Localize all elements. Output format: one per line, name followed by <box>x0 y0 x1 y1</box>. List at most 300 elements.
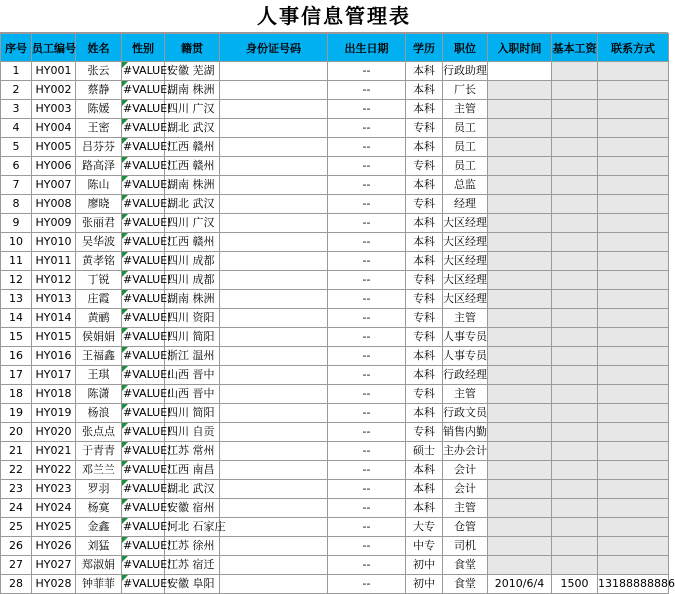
cell-employee-id[interactable]: HY004 <box>32 119 76 138</box>
cell-employee-id[interactable]: HY028 <box>32 575 76 594</box>
cell-id-card[interactable] <box>220 309 328 328</box>
cell-position[interactable]: 大区经理 <box>443 252 488 271</box>
cell-hometown[interactable]: 四川 简阳 <box>165 328 220 347</box>
header-hire-date[interactable]: 入职时间 <box>488 34 552 62</box>
cell-position[interactable]: 主管 <box>443 499 488 518</box>
cell-hire-date[interactable] <box>488 518 552 537</box>
cell-position[interactable]: 主管 <box>443 100 488 119</box>
cell-id-card[interactable] <box>220 176 328 195</box>
cell-id-card[interactable] <box>220 271 328 290</box>
cell-name[interactable]: 张云 <box>76 62 122 81</box>
cell-id-card[interactable] <box>220 423 328 442</box>
cell-hometown[interactable]: 江苏 宿迁 <box>165 556 220 575</box>
cell-base-salary[interactable] <box>552 214 598 233</box>
cell-gender[interactable]: #VALUE! <box>122 81 165 100</box>
cell-id-card[interactable] <box>220 195 328 214</box>
cell-id-card[interactable] <box>220 157 328 176</box>
cell-hire-date[interactable] <box>488 537 552 556</box>
cell-gender[interactable]: #VALUE! <box>122 119 165 138</box>
cell-education[interactable]: 专科 <box>406 423 443 442</box>
cell-base-salary[interactable] <box>552 195 598 214</box>
cell-employee-id[interactable]: HY021 <box>32 442 76 461</box>
cell-employee-id[interactable]: HY017 <box>32 366 76 385</box>
cell-position[interactable]: 会计 <box>443 461 488 480</box>
cell-position[interactable]: 大区经理 <box>443 271 488 290</box>
cell-birth-date[interactable]: -- <box>328 176 406 195</box>
cell-employee-id[interactable]: HY020 <box>32 423 76 442</box>
cell-gender[interactable]: #VALUE! <box>122 290 165 309</box>
cell-contact[interactable] <box>598 461 669 480</box>
cell-base-salary[interactable] <box>552 366 598 385</box>
cell-base-salary[interactable]: 1500 <box>552 575 598 594</box>
cell-hometown[interactable]: 安徽 芜湖 <box>165 62 220 81</box>
cell-seq[interactable]: 15 <box>1 328 32 347</box>
cell-contact[interactable] <box>598 138 669 157</box>
cell-employee-id[interactable]: HY006 <box>32 157 76 176</box>
cell-hometown[interactable]: 江苏 徐州 <box>165 537 220 556</box>
cell-seq[interactable]: 6 <box>1 157 32 176</box>
cell-gender[interactable]: #VALUE! <box>122 518 165 537</box>
cell-position[interactable]: 销售内勤 <box>443 423 488 442</box>
cell-education[interactable]: 本科 <box>406 176 443 195</box>
cell-employee-id[interactable]: HY024 <box>32 499 76 518</box>
cell-education[interactable]: 本科 <box>406 138 443 157</box>
cell-employee-id[interactable]: HY012 <box>32 271 76 290</box>
header-birth-date[interactable]: 出生日期 <box>328 34 406 62</box>
cell-contact[interactable] <box>598 480 669 499</box>
cell-hometown[interactable]: 湖北 武汉 <box>165 195 220 214</box>
cell-birth-date[interactable]: -- <box>328 157 406 176</box>
cell-education[interactable]: 专科 <box>406 157 443 176</box>
cell-contact[interactable]: 13188888886 <box>598 575 669 594</box>
cell-gender[interactable]: #VALUE! <box>122 404 165 423</box>
cell-seq[interactable]: 24 <box>1 499 32 518</box>
cell-seq[interactable]: 22 <box>1 461 32 480</box>
cell-hire-date[interactable] <box>488 271 552 290</box>
cell-employee-id[interactable]: HY014 <box>32 309 76 328</box>
cell-name[interactable]: 王密 <box>76 119 122 138</box>
cell-id-card[interactable] <box>220 385 328 404</box>
cell-base-salary[interactable] <box>552 556 598 575</box>
cell-contact[interactable] <box>598 423 669 442</box>
cell-contact[interactable] <box>598 62 669 81</box>
cell-hometown[interactable]: 江西 赣州 <box>165 138 220 157</box>
cell-hire-date[interactable] <box>488 119 552 138</box>
cell-education[interactable]: 中专 <box>406 537 443 556</box>
cell-hire-date[interactable] <box>488 100 552 119</box>
cell-employee-id[interactable]: HY015 <box>32 328 76 347</box>
cell-gender[interactable]: #VALUE! <box>122 442 165 461</box>
cell-base-salary[interactable] <box>552 309 598 328</box>
cell-hometown[interactable]: 山西 晋中 <box>165 366 220 385</box>
cell-gender[interactable]: #VALUE! <box>122 100 165 119</box>
cell-contact[interactable] <box>598 252 669 271</box>
cell-hometown[interactable]: 江苏 常州 <box>165 442 220 461</box>
cell-hometown[interactable]: 河北 石家庄 <box>165 518 220 537</box>
cell-base-salary[interactable] <box>552 100 598 119</box>
cell-name[interactable]: 邓兰兰 <box>76 461 122 480</box>
cell-employee-id[interactable]: HY005 <box>32 138 76 157</box>
cell-name[interactable]: 张点点 <box>76 423 122 442</box>
cell-education[interactable]: 本科 <box>406 100 443 119</box>
cell-seq[interactable]: 18 <box>1 385 32 404</box>
cell-birth-date[interactable]: -- <box>328 309 406 328</box>
cell-hire-date[interactable] <box>488 347 552 366</box>
cell-name[interactable]: 刘猛 <box>76 537 122 556</box>
cell-education[interactable]: 专科 <box>406 119 443 138</box>
cell-contact[interactable] <box>598 328 669 347</box>
cell-education[interactable]: 本科 <box>406 499 443 518</box>
cell-name[interactable]: 庄霞 <box>76 290 122 309</box>
cell-name[interactable]: 黄孝铭 <box>76 252 122 271</box>
cell-employee-id[interactable]: HY002 <box>32 81 76 100</box>
cell-hire-date[interactable] <box>488 499 552 518</box>
cell-hire-date[interactable] <box>488 423 552 442</box>
cell-contact[interactable] <box>598 309 669 328</box>
cell-birth-date[interactable]: -- <box>328 81 406 100</box>
cell-position[interactable]: 主办会计 <box>443 442 488 461</box>
cell-id-card[interactable] <box>220 347 328 366</box>
cell-hometown[interactable]: 四川 自贡 <box>165 423 220 442</box>
cell-id-card[interactable] <box>220 556 328 575</box>
cell-contact[interactable] <box>598 100 669 119</box>
cell-contact[interactable] <box>598 119 669 138</box>
cell-position[interactable]: 人事专员 <box>443 347 488 366</box>
cell-base-salary[interactable] <box>552 480 598 499</box>
cell-gender[interactable]: #VALUE! <box>122 347 165 366</box>
cell-birth-date[interactable]: -- <box>328 385 406 404</box>
cell-birth-date[interactable]: -- <box>328 62 406 81</box>
cell-hometown[interactable]: 江西 赣州 <box>165 233 220 252</box>
cell-hire-date[interactable] <box>488 290 552 309</box>
header-education[interactable]: 学历 <box>406 34 443 62</box>
cell-contact[interactable] <box>598 366 669 385</box>
cell-position[interactable]: 行政助理 <box>443 62 488 81</box>
cell-birth-date[interactable]: -- <box>328 404 406 423</box>
cell-seq[interactable]: 1 <box>1 62 32 81</box>
cell-base-salary[interactable] <box>552 518 598 537</box>
cell-education[interactable]: 专科 <box>406 385 443 404</box>
cell-base-salary[interactable] <box>552 385 598 404</box>
cell-id-card[interactable] <box>220 366 328 385</box>
cell-hire-date[interactable] <box>488 385 552 404</box>
cell-gender[interactable]: #VALUE! <box>122 138 165 157</box>
cell-employee-id[interactable]: HY016 <box>32 347 76 366</box>
cell-contact[interactable] <box>598 290 669 309</box>
cell-name[interactable]: 廖晓 <box>76 195 122 214</box>
cell-position[interactable]: 行政文员 <box>443 404 488 423</box>
cell-position[interactable]: 大区经理 <box>443 214 488 233</box>
cell-hometown[interactable]: 四川 成都 <box>165 252 220 271</box>
cell-name[interactable]: 杨浪 <box>76 404 122 423</box>
cell-birth-date[interactable]: -- <box>328 480 406 499</box>
cell-hire-date[interactable]: 2010/6/4 <box>488 575 552 594</box>
cell-contact[interactable] <box>598 518 669 537</box>
cell-seq[interactable]: 7 <box>1 176 32 195</box>
cell-education[interactable]: 本科 <box>406 62 443 81</box>
cell-position[interactable]: 大区经理 <box>443 290 488 309</box>
cell-base-salary[interactable] <box>552 233 598 252</box>
cell-birth-date[interactable]: -- <box>328 119 406 138</box>
cell-gender[interactable]: #VALUE! <box>122 328 165 347</box>
cell-seq[interactable]: 16 <box>1 347 32 366</box>
cell-contact[interactable] <box>598 347 669 366</box>
cell-education[interactable]: 初中 <box>406 575 443 594</box>
cell-id-card[interactable] <box>220 119 328 138</box>
cell-base-salary[interactable] <box>552 442 598 461</box>
cell-name[interactable]: 路高泽 <box>76 157 122 176</box>
cell-hire-date[interactable] <box>488 480 552 499</box>
cell-employee-id[interactable]: HY022 <box>32 461 76 480</box>
cell-id-card[interactable] <box>220 480 328 499</box>
cell-gender[interactable]: #VALUE! <box>122 252 165 271</box>
cell-name[interactable]: 王琪 <box>76 366 122 385</box>
cell-base-salary[interactable] <box>552 290 598 309</box>
cell-gender[interactable]: #VALUE! <box>122 195 165 214</box>
cell-name[interactable]: 吴华波 <box>76 233 122 252</box>
cell-id-card[interactable] <box>220 100 328 119</box>
cell-contact[interactable] <box>598 499 669 518</box>
cell-hire-date[interactable] <box>488 366 552 385</box>
cell-base-salary[interactable] <box>552 347 598 366</box>
cell-base-salary[interactable] <box>552 176 598 195</box>
cell-hire-date[interactable] <box>488 556 552 575</box>
cell-name[interactable]: 侯娟娟 <box>76 328 122 347</box>
cell-gender[interactable]: #VALUE! <box>122 385 165 404</box>
cell-id-card[interactable] <box>220 575 328 594</box>
cell-education[interactable]: 本科 <box>406 347 443 366</box>
cell-id-card[interactable] <box>220 537 328 556</box>
cell-hire-date[interactable] <box>488 309 552 328</box>
cell-hometown[interactable]: 安徽 宿州 <box>165 499 220 518</box>
cell-base-salary[interactable] <box>552 157 598 176</box>
cell-education[interactable]: 本科 <box>406 233 443 252</box>
cell-employee-id[interactable]: HY027 <box>32 556 76 575</box>
cell-employee-id[interactable]: HY023 <box>32 480 76 499</box>
cell-hometown[interactable]: 山西 晋中 <box>165 385 220 404</box>
cell-education[interactable]: 专科 <box>406 195 443 214</box>
cell-hire-date[interactable] <box>488 328 552 347</box>
cell-gender[interactable]: #VALUE! <box>122 556 165 575</box>
cell-id-card[interactable] <box>220 290 328 309</box>
cell-position[interactable]: 员工 <box>443 119 488 138</box>
cell-seq[interactable]: 28 <box>1 575 32 594</box>
cell-education[interactable]: 初中 <box>406 556 443 575</box>
cell-hometown[interactable]: 湖南 株洲 <box>165 176 220 195</box>
cell-hometown[interactable]: 湖北 武汉 <box>165 119 220 138</box>
cell-name[interactable]: 金鑫 <box>76 518 122 537</box>
cell-birth-date[interactable]: -- <box>328 423 406 442</box>
cell-birth-date[interactable]: -- <box>328 461 406 480</box>
cell-position[interactable]: 食堂 <box>443 575 488 594</box>
cell-hometown[interactable]: 湖南 株洲 <box>165 290 220 309</box>
cell-base-salary[interactable] <box>552 328 598 347</box>
cell-education[interactable]: 本科 <box>406 480 443 499</box>
cell-id-card[interactable] <box>220 518 328 537</box>
cell-hometown[interactable]: 江西 南昌 <box>165 461 220 480</box>
cell-contact[interactable] <box>598 404 669 423</box>
cell-employee-id[interactable]: HY001 <box>32 62 76 81</box>
cell-position[interactable]: 仓管 <box>443 518 488 537</box>
cell-id-card[interactable] <box>220 252 328 271</box>
cell-hometown[interactable]: 四川 广汉 <box>165 214 220 233</box>
cell-id-card[interactable] <box>220 442 328 461</box>
header-base-salary[interactable]: 基本工资 <box>552 34 598 62</box>
cell-seq[interactable]: 17 <box>1 366 32 385</box>
cell-birth-date[interactable]: -- <box>328 290 406 309</box>
cell-gender[interactable]: #VALUE! <box>122 461 165 480</box>
cell-birth-date[interactable]: -- <box>328 328 406 347</box>
cell-birth-date[interactable]: -- <box>328 575 406 594</box>
cell-name[interactable]: 于青青 <box>76 442 122 461</box>
cell-seq[interactable]: 21 <box>1 442 32 461</box>
cell-education[interactable]: 专科 <box>406 328 443 347</box>
header-gender[interactable]: 性别 <box>122 34 165 62</box>
cell-position[interactable]: 司机 <box>443 537 488 556</box>
cell-base-salary[interactable] <box>552 404 598 423</box>
cell-birth-date[interactable]: -- <box>328 556 406 575</box>
cell-name[interactable]: 郑淑娟 <box>76 556 122 575</box>
cell-gender[interactable]: #VALUE! <box>122 309 165 328</box>
cell-id-card[interactable] <box>220 62 328 81</box>
cell-base-salary[interactable] <box>552 423 598 442</box>
cell-gender[interactable]: #VALUE! <box>122 157 165 176</box>
cell-seq[interactable]: 4 <box>1 119 32 138</box>
cell-contact[interactable] <box>598 442 669 461</box>
cell-position[interactable]: 大区经理 <box>443 233 488 252</box>
cell-seq[interactable]: 5 <box>1 138 32 157</box>
cell-id-card[interactable] <box>220 404 328 423</box>
cell-employee-id[interactable]: HY019 <box>32 404 76 423</box>
cell-education[interactable]: 专科 <box>406 309 443 328</box>
cell-gender[interactable]: #VALUE! <box>122 480 165 499</box>
cell-contact[interactable] <box>598 81 669 100</box>
cell-seq[interactable]: 20 <box>1 423 32 442</box>
cell-employee-id[interactable]: HY010 <box>32 233 76 252</box>
cell-position[interactable]: 经理 <box>443 195 488 214</box>
cell-employee-id[interactable]: HY008 <box>32 195 76 214</box>
cell-hometown[interactable]: 湖北 武汉 <box>165 480 220 499</box>
cell-base-salary[interactable] <box>552 271 598 290</box>
cell-id-card[interactable] <box>220 328 328 347</box>
cell-gender[interactable]: #VALUE! <box>122 366 165 385</box>
cell-base-salary[interactable] <box>552 461 598 480</box>
cell-contact[interactable] <box>598 214 669 233</box>
header-id-card[interactable]: 身份证号码 <box>220 34 328 62</box>
cell-hometown[interactable]: 四川 广汉 <box>165 100 220 119</box>
cell-education[interactable]: 大专 <box>406 518 443 537</box>
cell-base-salary[interactable] <box>552 81 598 100</box>
cell-gender[interactable]: #VALUE! <box>122 214 165 233</box>
cell-hometown[interactable]: 四川 简阳 <box>165 404 220 423</box>
cell-education[interactable]: 硕士 <box>406 442 443 461</box>
cell-seq[interactable]: 12 <box>1 271 32 290</box>
cell-position[interactable]: 员工 <box>443 157 488 176</box>
cell-name[interactable]: 杨寞 <box>76 499 122 518</box>
cell-name[interactable]: 丁锐 <box>76 271 122 290</box>
cell-base-salary[interactable] <box>552 119 598 138</box>
header-position[interactable]: 职位 <box>443 34 488 62</box>
header-seq[interactable]: 序号 <box>1 34 32 62</box>
cell-employee-id[interactable]: HY007 <box>32 176 76 195</box>
cell-birth-date[interactable]: -- <box>328 214 406 233</box>
cell-seq[interactable]: 27 <box>1 556 32 575</box>
cell-name[interactable]: 黄鹂 <box>76 309 122 328</box>
cell-seq[interactable]: 2 <box>1 81 32 100</box>
cell-birth-date[interactable]: -- <box>328 347 406 366</box>
cell-gender[interactable]: #VALUE! <box>122 176 165 195</box>
cell-birth-date[interactable]: -- <box>328 271 406 290</box>
cell-employee-id[interactable]: HY003 <box>32 100 76 119</box>
cell-hire-date[interactable] <box>488 138 552 157</box>
cell-contact[interactable] <box>598 233 669 252</box>
cell-seq[interactable]: 9 <box>1 214 32 233</box>
cell-hometown[interactable]: 浙江 温州 <box>165 347 220 366</box>
cell-hire-date[interactable] <box>488 176 552 195</box>
header-employee-id[interactable]: 员工编号 <box>32 34 76 62</box>
cell-employee-id[interactable]: HY018 <box>32 385 76 404</box>
cell-position[interactable]: 员工 <box>443 138 488 157</box>
cell-contact[interactable] <box>598 195 669 214</box>
cell-name[interactable]: 罗羽 <box>76 480 122 499</box>
cell-education[interactable]: 本科 <box>406 366 443 385</box>
cell-name[interactable]: 陈山 <box>76 176 122 195</box>
cell-seq[interactable]: 19 <box>1 404 32 423</box>
cell-position[interactable]: 主管 <box>443 385 488 404</box>
cell-contact[interactable] <box>598 176 669 195</box>
cell-contact[interactable] <box>598 157 669 176</box>
cell-gender[interactable]: #VALUE! <box>122 233 165 252</box>
cell-hometown[interactable]: 四川 资阳 <box>165 309 220 328</box>
cell-position[interactable]: 食堂 <box>443 556 488 575</box>
cell-birth-date[interactable]: -- <box>328 138 406 157</box>
cell-birth-date[interactable]: -- <box>328 252 406 271</box>
cell-birth-date[interactable]: -- <box>328 233 406 252</box>
cell-birth-date[interactable]: -- <box>328 366 406 385</box>
cell-seq[interactable]: 26 <box>1 537 32 556</box>
cell-name[interactable]: 张丽君 <box>76 214 122 233</box>
cell-gender[interactable]: #VALUE! <box>122 575 165 594</box>
cell-base-salary[interactable] <box>552 138 598 157</box>
cell-gender[interactable]: #VALUE! <box>122 537 165 556</box>
cell-education[interactable]: 专科 <box>406 290 443 309</box>
cell-employee-id[interactable]: HY009 <box>32 214 76 233</box>
cell-id-card[interactable] <box>220 214 328 233</box>
cell-base-salary[interactable] <box>552 252 598 271</box>
cell-contact[interactable] <box>598 556 669 575</box>
cell-education[interactable]: 专科 <box>406 271 443 290</box>
cell-hometown[interactable]: 安徽 阜阳 <box>165 575 220 594</box>
cell-hire-date[interactable] <box>488 442 552 461</box>
cell-hire-date[interactable] <box>488 214 552 233</box>
cell-birth-date[interactable]: -- <box>328 518 406 537</box>
cell-position[interactable]: 会计 <box>443 480 488 499</box>
cell-hire-date[interactable] <box>488 157 552 176</box>
cell-name[interactable]: 陈潇 <box>76 385 122 404</box>
cell-hire-date[interactable] <box>488 81 552 100</box>
cell-birth-date[interactable]: -- <box>328 537 406 556</box>
cell-name[interactable]: 陈媛 <box>76 100 122 119</box>
cell-hire-date[interactable] <box>488 195 552 214</box>
cell-education[interactable]: 本科 <box>406 252 443 271</box>
cell-position[interactable]: 主管 <box>443 309 488 328</box>
cell-hire-date[interactable] <box>488 252 552 271</box>
header-name[interactable]: 姓名 <box>76 34 122 62</box>
cell-seq[interactable]: 11 <box>1 252 32 271</box>
cell-position[interactable]: 人事专员 <box>443 328 488 347</box>
cell-gender[interactable]: #VALUE! <box>122 499 165 518</box>
cell-employee-id[interactable]: HY026 <box>32 537 76 556</box>
